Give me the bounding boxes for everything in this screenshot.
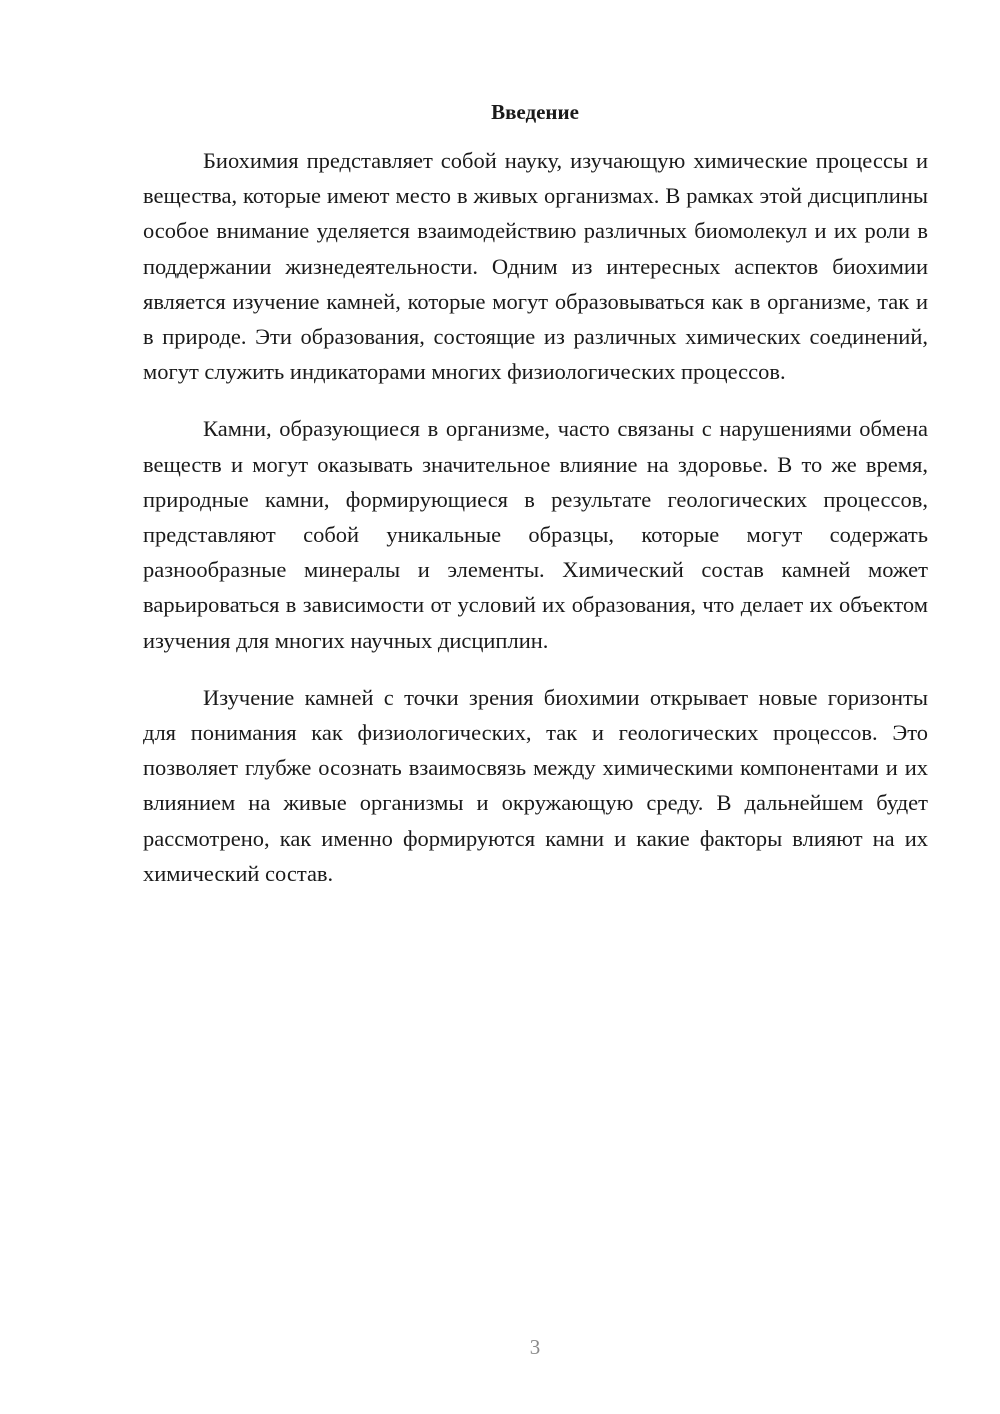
paragraph-1: Биохимия представляет собой науку, изучающую химические процессы и вещества, которые имеют место в живых организмах. В рамках этой дисциплины особое внимание уделяется взаимодействию различных биомолекул и их роли в поддержании жизнедеятельности. Одним из интересных аспектов биохимии является изучение камней, которые могут образовываться как в организме, так и в природе. Эти образования, состоящие из различных химических соединений, могут служить индикаторами многих физиологических процессов.	[143, 148, 928, 385]
paragraph-3: Изучение камней с точки зрения биохимии открывает новые горизонты для понимания как физиологических, так и геологических процессов. Это позволяет глубже осознать взаимосвязь между химическими компонентами и их влиянием на живые организмы и окружающую среду. В дальнейшем будет рассмотрено, как именно формируются камни и какие факторы влияют на их химический состав.	[143, 684, 928, 886]
section-heading: Введение	[491, 100, 579, 124]
paragraph-2: Камни, образующиеся в организме, часто связаны с нарушениями обмена веществ и могут оказывать значительное влияние на здоровье. В то же время, природные камни, формирующиеся в результате геологических процессов, представляют собой уникальные образцы, которые могут содержать разнообразные минералы и элементы. Химический состав камней может варьироваться в зависимости от условий их образования, что делает их объектом изучения для многих научных дисциплин.	[143, 416, 928, 653]
page-number: 3	[529, 1335, 541, 1359]
body-text	[143, 143, 928, 913]
